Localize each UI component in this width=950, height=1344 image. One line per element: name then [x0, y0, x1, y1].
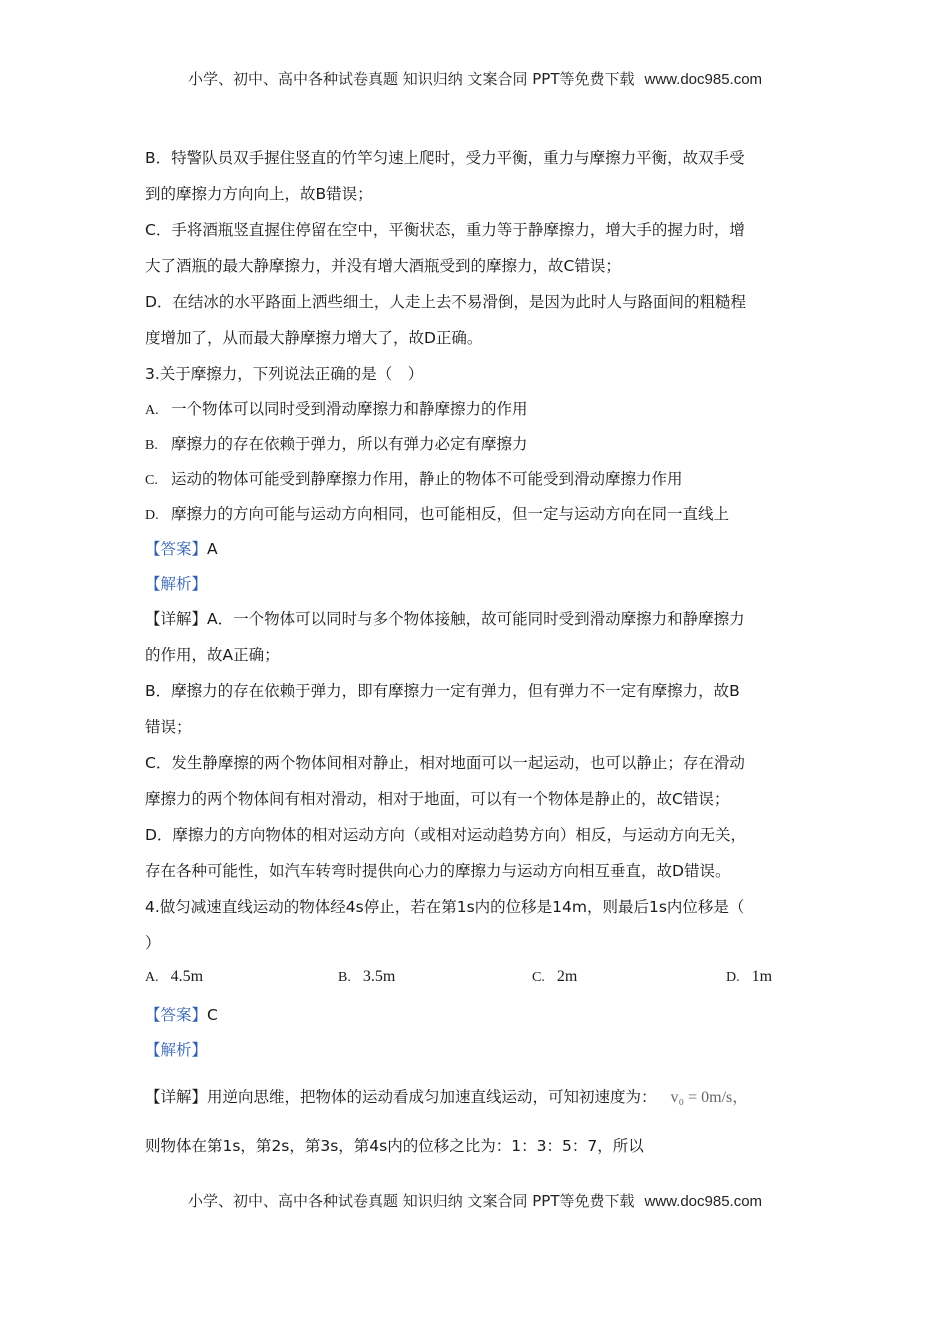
answer-4 [145, 1003, 218, 1025]
text-line: C．手将酒瓶竖直握住停留在空中，平衡状态，重力等于静摩擦力，增大手的握力时，增 [145, 221, 745, 239]
option-text: 4.5m [170, 968, 204, 985]
answer-3 [145, 537, 218, 559]
option-letter: C. [532, 970, 545, 985]
answer-value: A [207, 540, 218, 558]
q3-option-c [145, 467, 683, 489]
q4-option-a [145, 967, 203, 986]
text-line: C．发生静摩擦的两个物体间相对静止，相对地面可以一起运动，也可以静止；存在滑动 [145, 754, 745, 772]
detail-text: 用逆向思维，把物体的运动看成匀加速直线运动，可知初速度为： [207, 1088, 657, 1106]
option-letter: A. [145, 403, 159, 418]
option-text: 2m [556, 968, 578, 985]
detail-tag: 【详解】 [145, 1088, 208, 1106]
option-text: 运动的物体可能受到静摩擦力作用，静止的物体不可能受到滑动摩擦力作用 [171, 470, 683, 488]
text-line: 摩擦力的两个物体间有相对滑动，相对于地面，可以有一个物体是静止的，故C错误； [145, 790, 730, 808]
page-footer [0, 1190, 950, 1211]
q3-option-b [145, 432, 528, 454]
option-letter: C. [145, 473, 158, 488]
option-text: 3.5m [362, 968, 396, 985]
page-header [0, 68, 950, 89]
option-text: 摩擦力的存在依赖于弹力，所以有弹力必定有摩擦力 [171, 435, 528, 453]
text-line: 则物体在第1s，第2s，第3s，第4s内的位移之比为：1：3：5：7，所以 [145, 1137, 644, 1155]
text-line: D．摩擦力的方向物体的相对运动方向（或相对运动趋势方向）相反，与运动方向无关， [145, 826, 746, 844]
detail-tag: 【详解】 [145, 610, 208, 628]
q3-option-a [145, 397, 528, 419]
question-4-cont: ） [145, 934, 161, 952]
answer-tag: 【答案】 [145, 1006, 208, 1024]
text-line: B．特警队员双手握住竖直的竹竿匀速上爬时，受力平衡，重力与摩擦力平衡，故双手受 [145, 149, 745, 167]
answer-value: C [207, 1006, 218, 1024]
option-letter: B. [338, 970, 351, 985]
analysis-tag: 【解析】 [145, 575, 208, 593]
text-line: 度增加了，从而最大静摩擦力增大了，故D正确。 [145, 329, 483, 347]
text-line: 的作用，故A正确； [145, 646, 280, 664]
detail-text: A．一个物体可以同时与多个物体接触，故可能同时受到滑动摩擦力和静摩擦力 [207, 610, 745, 628]
option-letter: D. [726, 970, 740, 985]
text-line: 大了酒瓶的最大静摩擦力，并没有增大酒瓶受到的摩擦力，故C错误； [145, 257, 621, 275]
detail-4-line [145, 1084, 748, 1107]
option-letter: D. [145, 508, 159, 523]
text-line: 到的摩擦力方向向上，故B错误； [145, 185, 373, 203]
q4-option-b [338, 967, 395, 986]
question-4: 4.做匀减速直线运动的物体经4s停止，若在第1s内的位移是14m，则最后1s内位移是（ [145, 898, 745, 916]
formula: v₀ = 0m/s， [670, 1089, 749, 1106]
footer-text: 小学、初中、高中各种试卷真题 知识归纳 文案合同 PPT等免费下载 [187, 1192, 635, 1210]
option-text: 1m [751, 968, 773, 985]
text-line: 错误； [145, 718, 192, 736]
option-letter: A. [145, 970, 159, 985]
option-text: 摩擦力的方向可能与运动方向相同，也可能相反，但一定与运动方向在同一直线上 [171, 505, 730, 523]
header-text: 小学、初中、高中各种试卷真题 知识归纳 文案合同 PPT等免费下载 [187, 70, 635, 88]
analysis-tag: 【解析】 [145, 1041, 208, 1059]
q3-option-d [145, 502, 729, 524]
detail-3-line [145, 607, 745, 629]
question-3: 3.关于摩擦力，下列说法正确的是（ ） [145, 365, 424, 383]
answer-tag: 【答案】 [145, 540, 208, 558]
header-site-link[interactable]: www.doc985.com [644, 71, 763, 88]
q4-option-d [726, 967, 772, 986]
text-line: 存在各种可能性，如汽车转弯时提供向心力的摩擦力与运动方向相互垂直，故D错误。 [145, 862, 731, 880]
q4-option-c [532, 967, 577, 986]
option-text: 一个物体可以同时受到滑动摩擦力和静摩擦力的作用 [171, 400, 528, 418]
footer-site-link[interactable]: www.doc985.com [644, 1193, 763, 1210]
text-line: D．在结冰的水平路面上洒些细土，人走上去不易滑倒，是因为此时人与路面间的粗糙程 [145, 293, 746, 311]
text-line: B．摩擦力的存在依赖于弹力，即有摩擦力一定有弹力，但有弹力不一定有摩擦力，故B [145, 682, 740, 700]
option-letter: B. [145, 438, 158, 453]
